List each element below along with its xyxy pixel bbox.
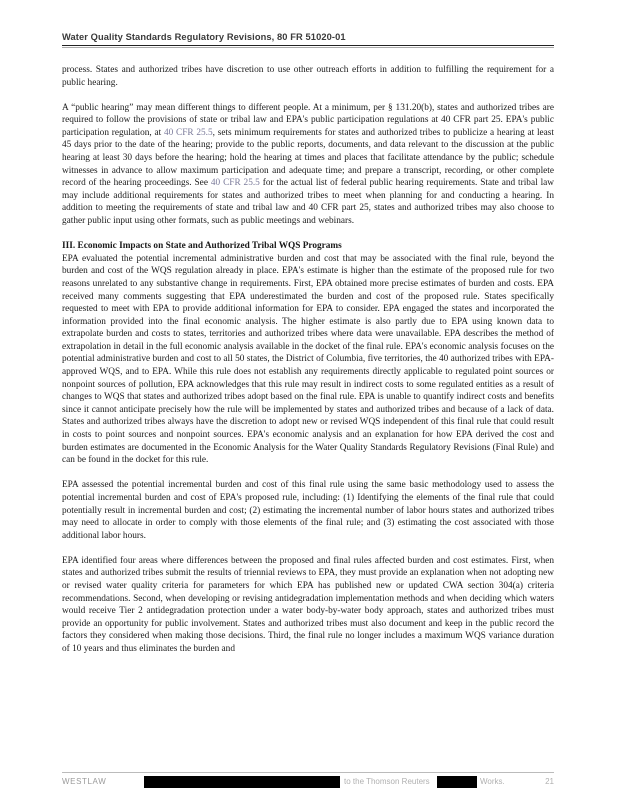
paragraph-5: EPA identified four areas where differences between the proposed and final rules affected burden and cost estimates. First, when states and authorized tribes submit the results of triennial reviews to EPA, they must provide an explanation when not adopting new or revised water quality criteria for parameters for which EPA has published new or updated CWA section 304(a) criteria recommendations. Second, when developing or revising antidegradation implementation methods and when deciding which waters would receive Tier 2 antidegradation protection under a water body-by-water body approach, states and authorized tribes must provide an opportunity for public involvement. States and authorized tribes must also document and keep in the public record the factors they considered when making those decisions. Third, the final rule no longer includes a maximum WQS variance duration of 10 years and thus eliminates the burden and <box>62 555 554 654</box>
paragraph-1: process. States and authorized tribes have discretion to use other outreach efforts in addition to fulfilling the requirement for a public hearing. <box>62 65 554 88</box>
running-header: Water Quality Standards Regulatory Revisions, 80 FR 51020-01 <box>62 32 346 42</box>
redaction-box-2 <box>437 776 477 788</box>
section-heading: III. Economic Impacts on State and Authorized Tribal WQS Programs <box>62 241 342 252</box>
footer-rule <box>62 772 554 773</box>
westlaw-brand: WESTLAW <box>62 777 107 786</box>
paragraph-4: EPA assessed the potential incremental burden and cost of this final rule using the same basic methodology used to assess the potential incremental burden and cost of EPA's proposed rule, including: (1) Identifying the elements of the final rule that could potentially result in incremental burden and cost; (2) estimating the incremental number of labor hours states and authorized tribes may need to allocate in order to comply with those elements of the final rule; and (3) estimating the cost associated with those additional labor hours. <box>62 480 554 541</box>
document-body <box>62 64 554 668</box>
paragraph-2-part-c: for the actual list of federal public hearing requirements. State and tribal law may include additional requirements for states and authorized tribes to meet when planning for and conducting a hearing. In addition to meeting the requirements of state and tribal law and 40 CFR part 25, states and authorized tribes may also choose to gather public input using other formats, such as public meetings and webinars. <box>62 178 554 227</box>
paragraph-2-part-b: , sets minimum requirements for states and authorized tribes to publicize a hearing at least 45 days prior to the date of the hearing; provide to the public reports, documents, and data relevant to the discussion at the public hearing at least 30 days before the hearing; hold the hearing at times and places that facilitate attendance by the public; schedule witnesses in advance to allow maximum participation and adequate time; and prepare a transcript, recording, or other complete record of the hearing proceedings. See <box>62 127 554 189</box>
header-rule <box>62 45 554 46</box>
paragraph-2 <box>62 102 554 228</box>
header-rule-secondary <box>62 47 554 48</box>
footer-works-text: Works. <box>480 777 505 786</box>
paragraph-3: EPA evaluated the potential incremental administrative burden and cost that may be associated with the final rule, beyond the burden and cost of the WQS regulation already in place. EPA's estimate is higher than the estimate of the proposed rule for two reasons unrelated to any substantive change in requirements. First, EPA obtained more precise estimates of burden and costs. EPA received many comments suggesting that EPA underestimated the burden and cost of the proposed rule. States specifically requested to meet with EPA to provide additional information for EPA to consider. EPA engaged the states and incorporated the information provided into the final economic analysis. The higher estimate is also partly due to EPA using known data to extrapolate burden and costs to states, territories and authorized tribes where data were unavailable. EPA describes the method of extrapolation in detail in the full economic analysis available in the docket of the final rule. EPA's economic analysis focuses on the potential administrative burden and cost to all 50 states, the District of Columbia, five territories, the 40 authorized tribes with EPA-approved WQS, and to EPA. While this rule does not establish any requirements directly applicable to regulated point sources or nonpoint sources of pollution, EPA acknowledges that this rule may result in indirect costs to some regulated entities as a result of changes to WQS that states and authorized tribes adopt based on the final rule. EPA is unable to quantify indirect costs and benefits since it cannot anticipate precisely how the rule will be implemented by states and authorized tribes and because of a lack of data. States and authorized tribes always have the discretion to adopt new or revised WQS independent of this final rule that could result in costs to point sources and nonpoint sources. EPA's economic analysis and an explanation for how EPA derived the cost and burden estimates are documented in the Economic Analysis for the Water Quality Standards Regulatory Revisions (Final Rule) and can be found in the docket for this rule. <box>62 253 554 466</box>
page-number: 21 <box>545 777 554 786</box>
cfr-25-5-link-2[interactable]: 40 CFR 25.5 <box>210 178 260 189</box>
footer-copyright-text: to the Thomson Reuters <box>344 777 430 786</box>
redaction-box <box>144 776 340 788</box>
paragraph-2-part-a: A “public hearing” may mean different things to different people. At a minimum, per § 131.20(b), states and authorized tribes are required to follow the provisions of state or tribal law and EPA's public participation regulations at 40 CFR part 25. EPA's public participation regulation, at <box>62 102 554 138</box>
page-footer <box>62 777 554 789</box>
cfr-25-5-link[interactable]: 40 CFR 25.5 <box>163 127 213 138</box>
